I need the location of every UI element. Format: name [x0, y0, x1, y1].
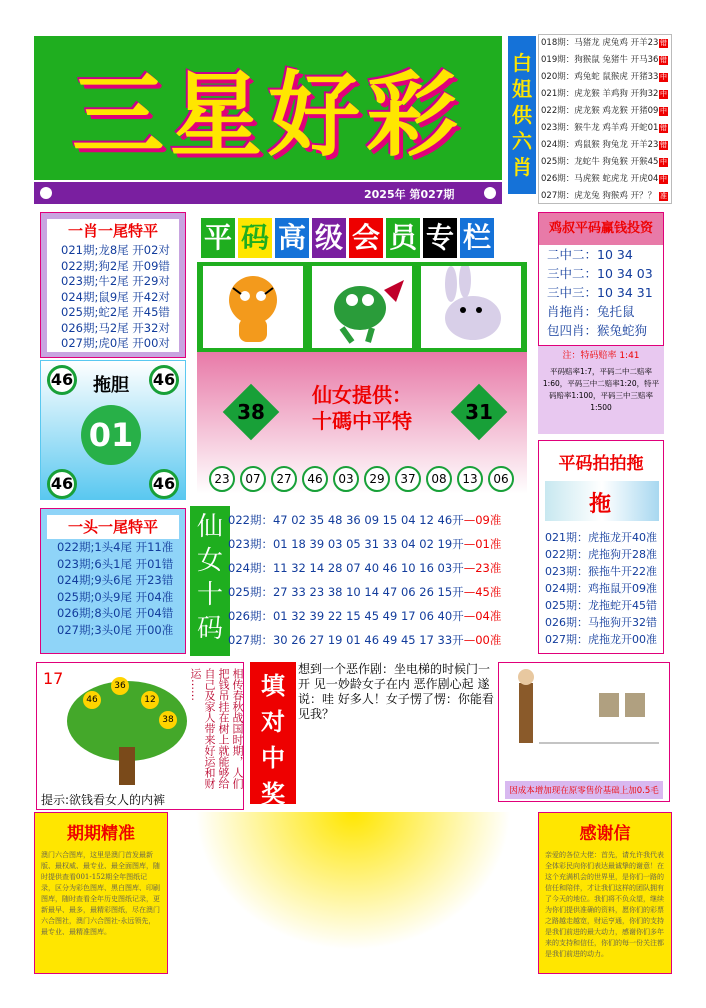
thanks-box: [538, 812, 672, 974]
list-item: 026期;8头0尾 开04错: [57, 606, 174, 620]
dragon-image: [312, 266, 412, 348]
center-glow: [168, 812, 538, 974]
vtitle-char: 姐: [512, 77, 532, 101]
header-banner: [34, 36, 502, 180]
number-ball: 46: [47, 469, 77, 499]
dot-icon: [484, 187, 496, 199]
legend-verse: 相传春秋战国时期，人们把钱吊挂在树上就能够给自己及家人带来好运和财运……: [189, 668, 244, 789]
tree-image: [57, 677, 197, 787]
number-ball: 46: [302, 466, 328, 492]
tuo-char: 拖: [589, 492, 612, 517]
list-item: 二中二：10 34: [547, 247, 633, 262]
list-item: 021期：虎拖龙开40准: [545, 531, 657, 544]
history-row: 020期：鸡兔蛇 鼠猴虎 开猪33 中: [541, 72, 667, 82]
drag-label: 拖胆: [93, 375, 129, 396]
list-item: 023期;6头1尾 开01错: [57, 556, 174, 571]
period-list: [228, 508, 534, 652]
coin: 46: [83, 691, 101, 709]
history-row: 022期：虎龙猴 鸡龙猴 开猪09 中: [541, 106, 667, 116]
fairy-box: [197, 352, 527, 494]
member-char: 高: [275, 218, 309, 258]
table-row: 027期：30 26 27 19 01 46 49 45 17 33开—00准: [228, 633, 502, 647]
list-item: 026期;马2尾 开32对: [61, 320, 170, 335]
list-item: 025期：龙拖蛇开45错: [545, 599, 657, 612]
story-picture: [498, 662, 670, 802]
panel-title: 一肖一尾特平: [47, 219, 179, 243]
accuracy-box: [34, 812, 168, 974]
history-row: 023期：猴牛龙 鸡羊鸡 开蛇01 错: [541, 123, 667, 133]
member-char: 栏: [460, 218, 494, 258]
number-ball: 13: [457, 466, 483, 492]
figure-image: [499, 663, 669, 773]
number-ball: 08: [426, 466, 452, 492]
panel-title: 一头一尾特平: [47, 515, 179, 539]
list-item: 肖拖肖：兔托鼠: [547, 304, 635, 319]
panel-title: 平码拍拍拖: [558, 454, 644, 474]
history-row: 018期：马猪龙 虎兔鸡 开羊23 错: [541, 38, 667, 48]
list-item: 024期;鼠9尾 开42对: [61, 289, 170, 304]
fairy-ten-label: 仙 女 十 码: [190, 506, 230, 656]
number-ball: 29: [364, 466, 390, 492]
one-xiao-panel: [40, 212, 186, 358]
list-item: 022期;1头4尾 开11准: [57, 540, 174, 554]
member-char: 专: [423, 218, 457, 258]
number-ball: 07: [240, 466, 266, 492]
page-title: 三星好彩: [71, 61, 464, 169]
date-bar: [34, 182, 502, 204]
history-row: 026期：马虎猴 蛇虎龙 开虎04 中: [541, 174, 667, 184]
vtitle-char: 肖: [512, 155, 532, 179]
investment-panel: [538, 212, 664, 346]
fill-prize-label: 填 对 中 奖: [250, 662, 296, 804]
odds-note: 注：特码赔率 1:41 平码赔率1:7，平码二中二赔率1:60，平码三中二赔率1:20，特平码赔率1:100，平码三中三赔率1:500: [538, 346, 664, 434]
list-item: 三中二：10 34 03: [547, 266, 653, 281]
vtitle-char: 供: [512, 103, 532, 127]
fairy-text: 仙女提供： 十碼中平特: [312, 383, 412, 433]
list-item: 024期：鸡拖鼠开09准: [545, 582, 657, 595]
table-row: 023期：01 18 39 03 05 31 33 04 02 19开—01准: [228, 537, 502, 551]
tree-hint: 提示:欲钱看女人的内裤: [41, 793, 166, 807]
number-ball: 23: [209, 466, 235, 492]
list-item: 022期;狗2尾 开09错: [61, 258, 170, 273]
member-char: 级: [312, 218, 346, 258]
tiger-image: [203, 266, 303, 348]
table-row: 024期：11 32 14 28 07 40 46 10 16 03开—23准: [228, 561, 502, 575]
history-row: 024期：鸡鼠猴 狗兔龙 开羊23 错: [541, 140, 667, 150]
tree-number: 17: [43, 669, 64, 688]
member-char: 员: [386, 218, 420, 258]
member-char: 平: [201, 218, 235, 258]
box-body: 澳门六合图库，这里是澳门首发最新版、最权威、最专业、最全面图库，随时提供查看001-152期全年图纸记录，区分为彩色图库、黑白图库、印刷图库，随时查看全年历史图纸记录，更新最早、最多，最精彩图纸，尽在澳门六合图社，澳门六合图社-永远领先，最专业、最精准图库。: [41, 851, 160, 936]
coin: 38: [159, 711, 177, 729]
list-item: 027期：虎拖龙开00准: [545, 633, 657, 646]
list-item: 三中三：10 34 31: [547, 285, 653, 300]
member-char: 会: [349, 218, 383, 258]
riddle-text: 想到一个恶作剧：坐电梯的时候门一开 见一妙龄女子在内 恶作剧心起 遂说：哇 好多人！女子愣了愣：你能看见我？: [298, 662, 494, 721]
number-ball: 06: [488, 466, 514, 492]
list-item: 027期;虎0尾 开00对: [61, 336, 170, 350]
box-title: 期期精准: [67, 824, 135, 844]
table-row: 022期：47 02 35 48 36 09 15 04 12 46开—09准: [228, 513, 502, 527]
table-row: 025期：27 33 23 38 10 14 47 06 26 15开—45准: [228, 585, 502, 599]
list-item: 包四肖：猴兔蛇狗: [547, 323, 648, 338]
history-list: [538, 34, 672, 204]
box-title: 感谢信: [579, 824, 631, 844]
list-item: 025期;蛇2尾 开45错: [61, 305, 170, 319]
list-item: 024期;9头6尾 开23错: [57, 573, 174, 587]
number-ball: 03: [333, 466, 359, 492]
member-bar: [197, 214, 527, 262]
list-item: 026期：马拖狗开32错: [545, 616, 657, 629]
vtitle-char: 白: [512, 51, 532, 75]
pai-panel: [538, 440, 664, 654]
list-item: 027期;3头0尾 开00准: [57, 622, 174, 637]
main-ball: 01: [81, 405, 141, 465]
history-row: 021期：虎龙猴 羊鸡狗 开狗32 中: [541, 89, 667, 99]
number-ball: 27: [271, 466, 297, 492]
coin: 36: [111, 677, 129, 695]
diamond-right-number: 31: [465, 400, 493, 424]
history-row: 019期：狗猴鼠 兔猪牛 开马36 错: [541, 55, 667, 65]
diamond-left-number: 38: [237, 400, 265, 424]
table-row: 026期：01 32 39 22 15 45 49 17 06 40开—04准: [228, 609, 502, 623]
vtitle-char: 六: [512, 129, 532, 153]
box-body: 亲爱的各位大佬：首先，请允许我代表全体彩民向你们表达最诚挚的谢意！在这个充满机会的世界里，是你们一路的信任和陪伴，才让我们这样的团队拥有了今天的地位。我们将不负众望，继续为你们提供准确的资料，愿你们的彩票之路越走越宽，财运亨通，你们的支持是我们前进的最大动力，感谢你们多年来的支持和信任，你们的每一份关注都是我们前进的动力。: [545, 851, 664, 958]
list-item: 023期;牛2尾 开29对: [61, 274, 170, 288]
number-ball: 46: [47, 365, 77, 395]
price-notice: 因成本增加现在原零售价基础上加0.5毛: [505, 781, 663, 799]
number-ball: 46: [149, 365, 179, 395]
animal-strip: [197, 262, 527, 352]
vertical-title: [508, 36, 536, 194]
dot-icon: [40, 187, 52, 199]
issue-date: 2025年 第027期: [364, 188, 455, 201]
list-item: 023期：猴拖牛开22准: [545, 565, 657, 578]
list-item: 025期;0头9尾 开04准: [57, 589, 174, 604]
one-head-panel: [40, 508, 186, 654]
member-char: 码: [238, 218, 272, 258]
list-item: 021期;龙8尾 开02对: [61, 243, 170, 257]
number-ball: 37: [395, 466, 421, 492]
history-row: 025期：龙蛇牛 狗兔猴 开猴45 中: [541, 157, 667, 167]
list-item: 022期：虎拖狗开28准: [545, 548, 657, 561]
number-ball: 46: [149, 469, 179, 499]
drag-panel: [40, 360, 186, 500]
panel-title: 鸡叔平码赢钱投资: [539, 213, 663, 245]
history-row: 027期：虎龙兔 狗猴鸡 开？？ 准: [541, 191, 667, 201]
rabbit-image: [421, 266, 521, 348]
coin: 12: [141, 691, 159, 709]
